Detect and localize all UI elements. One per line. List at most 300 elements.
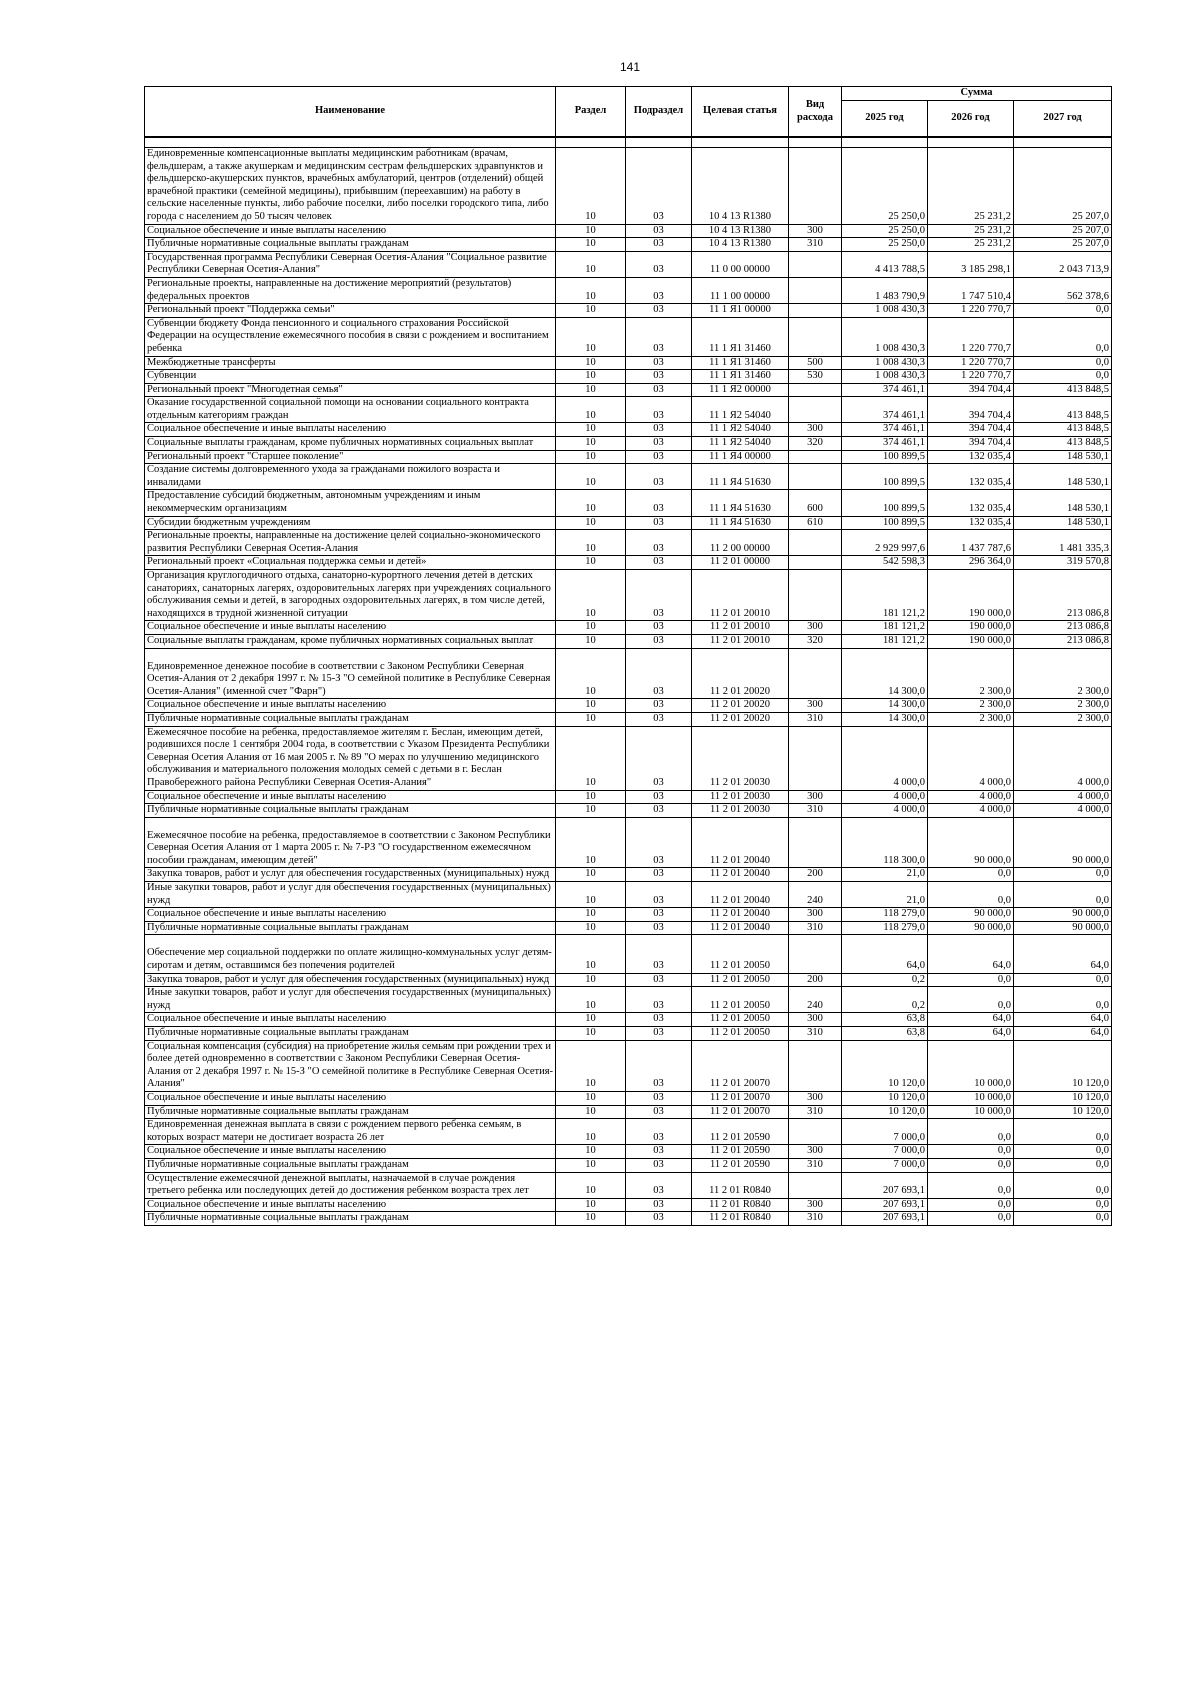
- row-razdel: 10: [556, 1091, 626, 1105]
- table-row: [145, 224, 1112, 238]
- row-target-article: 11 2 01 20010: [692, 621, 789, 635]
- row-amount-2026: 394 704,4: [928, 423, 1014, 437]
- row-target-article: 11 2 01 20050: [692, 935, 789, 973]
- row-amount-2026: 0,0: [928, 868, 1014, 882]
- header-name: Наименование: [145, 87, 556, 138]
- row-podrazdel: 03: [626, 277, 692, 303]
- row-target-article: 11 2 01 20040: [692, 868, 789, 882]
- header-spacer-row: [145, 137, 1112, 148]
- row-expense-type: [789, 1172, 842, 1198]
- table-row: [145, 516, 1112, 530]
- row-name: Региональный проект "Поддержка семьи": [145, 304, 556, 318]
- row-target-article: 11 2 01 20030: [692, 726, 789, 790]
- row-podrazdel: 03: [626, 356, 692, 370]
- header-razdel: Раздел: [556, 87, 626, 138]
- row-name: Публичные нормативные социальные выплаты гражданам: [145, 921, 556, 935]
- row-amount-2027: 25 207,0: [1014, 148, 1112, 225]
- row-amount-2025: 542 598,3: [842, 556, 928, 570]
- spacer-cell: [692, 137, 789, 148]
- row-amount-2025: 14 300,0: [842, 699, 928, 713]
- row-amount-2026: 2 300,0: [928, 712, 1014, 726]
- row-amount-2025: 4 000,0: [842, 804, 928, 818]
- table-row: [145, 1119, 1112, 1145]
- row-podrazdel: 03: [626, 148, 692, 225]
- row-podrazdel: 03: [626, 1119, 692, 1145]
- row-amount-2027: 562 378,6: [1014, 277, 1112, 303]
- row-amount-2025: 14 300,0: [842, 712, 928, 726]
- row-amount-2025: 374 461,1: [842, 383, 928, 397]
- row-podrazdel: 03: [626, 726, 692, 790]
- row-name: Публичные нормативные социальные выплаты гражданам: [145, 804, 556, 818]
- spacer-cell: [556, 137, 626, 148]
- row-expense-type: 310: [789, 1212, 842, 1226]
- row-name: Предоставление субсидий бюджетным, автономным учреждениям и иным некоммерческим организациям: [145, 490, 556, 516]
- row-amount-2026: 394 704,4: [928, 383, 1014, 397]
- row-amount-2025: 1 008 430,3: [842, 317, 928, 356]
- row-amount-2027: 10 120,0: [1014, 1091, 1112, 1105]
- row-razdel: 10: [556, 817, 626, 868]
- row-podrazdel: 03: [626, 383, 692, 397]
- row-amount-2027: 0,0: [1014, 1158, 1112, 1172]
- table-row: [145, 450, 1112, 464]
- row-expense-type: 310: [789, 712, 842, 726]
- row-amount-2027: 0,0: [1014, 868, 1112, 882]
- table-row: [145, 383, 1112, 397]
- row-amount-2025: 181 121,2: [842, 621, 928, 635]
- row-podrazdel: 03: [626, 516, 692, 530]
- row-target-article: 11 2 01 20590: [692, 1158, 789, 1172]
- row-amount-2027: 2 043 713,9: [1014, 251, 1112, 277]
- row-expense-type: 300: [789, 621, 842, 635]
- row-target-article: 11 1 Я4 51630: [692, 490, 789, 516]
- row-podrazdel: 03: [626, 397, 692, 423]
- row-razdel: 10: [556, 356, 626, 370]
- row-amount-2027: 4 000,0: [1014, 726, 1112, 790]
- row-target-article: 11 2 01 00000: [692, 556, 789, 570]
- row-razdel: 10: [556, 1145, 626, 1159]
- row-name: Субсидии бюджетным учреждениям: [145, 516, 556, 530]
- row-expense-type: [789, 726, 842, 790]
- row-target-article: 11 2 01 20040: [692, 921, 789, 935]
- row-expense-type: 300: [789, 1091, 842, 1105]
- row-amount-2027: 413 848,5: [1014, 437, 1112, 451]
- row-target-article: 11 2 01 20070: [692, 1040, 789, 1091]
- row-target-article: 11 1 Я2 54040: [692, 397, 789, 423]
- row-target-article: 10 4 13 R1380: [692, 148, 789, 225]
- row-podrazdel: 03: [626, 1198, 692, 1212]
- row-expense-type: [789, 570, 842, 621]
- row-podrazdel: 03: [626, 423, 692, 437]
- row-amount-2025: 10 120,0: [842, 1040, 928, 1091]
- row-razdel: 10: [556, 370, 626, 384]
- row-name: Создание системы долговременного ухода за гражданами пожилого возраста и инвалидами: [145, 464, 556, 490]
- row-amount-2027: 0,0: [1014, 317, 1112, 356]
- row-amount-2026: 10 000,0: [928, 1091, 1014, 1105]
- row-amount-2025: 4 000,0: [842, 790, 928, 804]
- page-number: 141: [619, 60, 641, 74]
- row-podrazdel: 03: [626, 1040, 692, 1091]
- table-row: [145, 490, 1112, 516]
- row-expense-type: 300: [789, 1013, 842, 1027]
- row-razdel: 10: [556, 908, 626, 922]
- row-target-article: 11 2 01 20050: [692, 1027, 789, 1041]
- row-amount-2026: 0,0: [928, 1158, 1014, 1172]
- row-name: Социальное обеспечение и иные выплаты населению: [145, 699, 556, 713]
- row-podrazdel: 03: [626, 1105, 692, 1119]
- row-razdel: 10: [556, 1172, 626, 1198]
- row-amount-2025: 25 250,0: [842, 224, 928, 238]
- spacer-cell: [928, 137, 1014, 148]
- row-amount-2025: 63,8: [842, 1027, 928, 1041]
- row-expense-type: 610: [789, 516, 842, 530]
- row-podrazdel: 03: [626, 973, 692, 987]
- row-target-article: 11 2 01 20040: [692, 817, 789, 868]
- row-razdel: 10: [556, 1027, 626, 1041]
- row-amount-2027: 213 086,8: [1014, 634, 1112, 648]
- table-row: [145, 304, 1112, 318]
- row-amount-2025: 1 483 790,9: [842, 277, 928, 303]
- row-amount-2027: 2 300,0: [1014, 648, 1112, 699]
- table-row: [145, 712, 1112, 726]
- table-row: [145, 1013, 1112, 1027]
- row-expense-type: [789, 817, 842, 868]
- row-expense-type: 200: [789, 868, 842, 882]
- spacer-cell: [842, 137, 928, 148]
- row-razdel: 10: [556, 790, 626, 804]
- row-razdel: 10: [556, 1040, 626, 1091]
- row-expense-type: 600: [789, 490, 842, 516]
- header-vid: Вид расхода: [789, 87, 842, 138]
- row-amount-2027: 1 481 335,3: [1014, 530, 1112, 556]
- row-amount-2026: 0,0: [928, 882, 1014, 908]
- row-expense-type: 300: [789, 1145, 842, 1159]
- row-razdel: 10: [556, 516, 626, 530]
- row-expense-type: 500: [789, 356, 842, 370]
- row-podrazdel: 03: [626, 1158, 692, 1172]
- row-target-article: 11 2 01 20010: [692, 570, 789, 621]
- row-amount-2025: 4 000,0: [842, 726, 928, 790]
- row-amount-2026: 1 220 770,7: [928, 370, 1014, 384]
- row-target-article: 11 2 01 20590: [692, 1145, 789, 1159]
- row-amount-2026: 132 035,4: [928, 450, 1014, 464]
- row-amount-2025: 374 461,1: [842, 437, 928, 451]
- row-amount-2025: 4 413 788,5: [842, 251, 928, 277]
- row-expense-type: 300: [789, 699, 842, 713]
- row-amount-2025: 207 693,1: [842, 1212, 928, 1226]
- row-expense-type: 300: [789, 224, 842, 238]
- row-amount-2026: 4 000,0: [928, 726, 1014, 790]
- row-name: Государственная программа Республики Северная Осетия-Алания "Социальное развитие Республики Северная Осетия-Алания": [145, 251, 556, 277]
- row-amount-2025: 25 250,0: [842, 238, 928, 252]
- row-podrazdel: 03: [626, 317, 692, 356]
- row-amount-2026: 4 000,0: [928, 790, 1014, 804]
- row-amount-2026: 1 747 510,4: [928, 277, 1014, 303]
- spacer-cell: [1014, 137, 1112, 148]
- row-name: Оказание государственной социальной помощи на основании социального контракта отдельным категориям граждан: [145, 397, 556, 423]
- row-expense-type: 300: [789, 790, 842, 804]
- table-row: [145, 1198, 1112, 1212]
- row-amount-2025: 100 899,5: [842, 490, 928, 516]
- table-row: [145, 317, 1112, 356]
- table-row: [145, 868, 1112, 882]
- row-target-article: 11 2 01 20020: [692, 648, 789, 699]
- row-podrazdel: 03: [626, 1145, 692, 1159]
- table-row: [145, 423, 1112, 437]
- row-expense-type: 240: [789, 882, 842, 908]
- row-name: Социальное обеспечение и иные выплаты населению: [145, 1091, 556, 1105]
- table-row: [145, 1027, 1112, 1041]
- row-amount-2027: 90 000,0: [1014, 817, 1112, 868]
- row-amount-2026: 1 220 770,7: [928, 317, 1014, 356]
- row-amount-2026: 90 000,0: [928, 921, 1014, 935]
- row-name: Региональные проекты, направленные на достижение целей социально-экономического развития Республики Северная Осетия-Алания: [145, 530, 556, 556]
- row-expense-type: 310: [789, 921, 842, 935]
- table-row: [145, 817, 1112, 868]
- row-amount-2027: 0,0: [1014, 1119, 1112, 1145]
- row-podrazdel: 03: [626, 804, 692, 818]
- row-expense-type: [789, 648, 842, 699]
- row-razdel: 10: [556, 317, 626, 356]
- row-name: Публичные нормативные социальные выплаты гражданам: [145, 238, 556, 252]
- row-name: Иные закупки товаров, работ и услуг для обеспечения государственных (муниципальных) нужд: [145, 882, 556, 908]
- row-expense-type: [789, 277, 842, 303]
- row-amount-2025: 64,0: [842, 935, 928, 973]
- row-amount-2026: 0,0: [928, 1212, 1014, 1226]
- row-amount-2026: 190 000,0: [928, 570, 1014, 621]
- row-target-article: 11 1 Я2 00000: [692, 383, 789, 397]
- table-row: [145, 621, 1112, 635]
- table-row: [145, 238, 1112, 252]
- row-podrazdel: 03: [626, 251, 692, 277]
- row-expense-type: [789, 148, 842, 225]
- row-amount-2026: 90 000,0: [928, 817, 1014, 868]
- row-amount-2026: 2 300,0: [928, 648, 1014, 699]
- row-podrazdel: 03: [626, 935, 692, 973]
- row-amount-2025: 21,0: [842, 868, 928, 882]
- row-expense-type: [789, 450, 842, 464]
- table-row: [145, 1105, 1112, 1119]
- row-amount-2026: 2 300,0: [928, 699, 1014, 713]
- row-expense-type: [789, 397, 842, 423]
- row-podrazdel: 03: [626, 437, 692, 451]
- spacer-cell: [626, 137, 692, 148]
- row-name: Социальная компенсация (субсидия) на приобретение жилья семьям при рождении трех и более детей одновременно в соответствии с Законом Республики Северная Осетия-Алания от 2 декабря 1997 г. № 15-З "О семейной политике в Республике Северная Осетия-Алания": [145, 1040, 556, 1091]
- row-podrazdel: 03: [626, 987, 692, 1013]
- row-name: Социальное обеспечение и иные выплаты населению: [145, 790, 556, 804]
- row-razdel: 10: [556, 224, 626, 238]
- header-2026: 2026 год: [928, 101, 1014, 138]
- row-name: Социальное обеспечение и иные выплаты населению: [145, 224, 556, 238]
- row-podrazdel: 03: [626, 868, 692, 882]
- row-name: Субвенции: [145, 370, 556, 384]
- row-target-article: 11 0 00 00000: [692, 251, 789, 277]
- row-target-article: 11 1 Я1 31460: [692, 370, 789, 384]
- row-podrazdel: 03: [626, 908, 692, 922]
- row-target-article: 11 2 01 20010: [692, 634, 789, 648]
- row-amount-2025: 21,0: [842, 882, 928, 908]
- row-name: Социальное обеспечение и иные выплаты населению: [145, 1145, 556, 1159]
- row-name: Субвенции бюджету Фонда пенсионного и социального страхования Российской Федерации на осуществление ежемесячного пособия в связи с рождением и воспитанием ребенка: [145, 317, 556, 356]
- row-podrazdel: 03: [626, 699, 692, 713]
- table-row: [145, 464, 1112, 490]
- row-podrazdel: 03: [626, 370, 692, 384]
- row-amount-2027: 64,0: [1014, 1013, 1112, 1027]
- row-podrazdel: 03: [626, 450, 692, 464]
- row-amount-2026: 1 437 787,6: [928, 530, 1014, 556]
- table-row: [145, 921, 1112, 935]
- row-target-article: 11 1 Я1 31460: [692, 356, 789, 370]
- row-amount-2025: 14 300,0: [842, 648, 928, 699]
- row-amount-2027: 148 530,1: [1014, 490, 1112, 516]
- spacer-cell: [145, 137, 556, 148]
- row-name: Организация круглогодичного отдыха, санаторно-курортного лечения детей в детских санаториях, санаторных лагерях, оздоровительных лагерях при учреждениях социального обслуживания семьи и детей, в загородных оздоровительных лагерях, в том числе детей, находящихся в трудной жизненной ситуации: [145, 570, 556, 621]
- row-amount-2026: 25 231,2: [928, 238, 1014, 252]
- row-amount-2027: 213 086,8: [1014, 570, 1112, 621]
- row-amount-2026: 394 704,4: [928, 437, 1014, 451]
- header-target: Целевая статья: [692, 87, 789, 138]
- row-target-article: 11 2 01 R0840: [692, 1172, 789, 1198]
- row-expense-type: 300: [789, 908, 842, 922]
- row-target-article: 11 2 01 20050: [692, 1013, 789, 1027]
- row-amount-2027: 0,0: [1014, 370, 1112, 384]
- row-name: Социальное обеспечение и иные выплаты населению: [145, 908, 556, 922]
- row-target-article: 10 4 13 R1380: [692, 224, 789, 238]
- table-header: [145, 87, 1112, 138]
- table-row: [145, 726, 1112, 790]
- row-amount-2026: 64,0: [928, 1027, 1014, 1041]
- row-amount-2026: 10 000,0: [928, 1040, 1014, 1091]
- row-expense-type: [789, 556, 842, 570]
- row-podrazdel: 03: [626, 556, 692, 570]
- row-razdel: 10: [556, 464, 626, 490]
- row-target-article: 11 2 01 20020: [692, 712, 789, 726]
- row-podrazdel: 03: [626, 882, 692, 908]
- row-amount-2027: 148 530,1: [1014, 464, 1112, 490]
- row-razdel: 10: [556, 490, 626, 516]
- row-amount-2026: 132 035,4: [928, 490, 1014, 516]
- table-row: [145, 634, 1112, 648]
- row-amount-2027: 0,0: [1014, 1212, 1112, 1226]
- row-podrazdel: 03: [626, 530, 692, 556]
- row-podrazdel: 03: [626, 1212, 692, 1226]
- row-podrazdel: 03: [626, 712, 692, 726]
- row-target-article: 11 2 01 R0840: [692, 1212, 789, 1226]
- row-razdel: 10: [556, 648, 626, 699]
- row-expense-type: 310: [789, 238, 842, 252]
- row-podrazdel: 03: [626, 490, 692, 516]
- header-sum: Сумма: [842, 87, 1112, 101]
- row-expense-type: 200: [789, 973, 842, 987]
- row-amount-2025: 7 000,0: [842, 1158, 928, 1172]
- row-amount-2025: 100 899,5: [842, 464, 928, 490]
- row-amount-2026: 296 364,0: [928, 556, 1014, 570]
- row-amount-2027: 0,0: [1014, 882, 1112, 908]
- row-target-article: 11 2 01 20590: [692, 1119, 789, 1145]
- row-razdel: 10: [556, 437, 626, 451]
- row-amount-2025: 207 693,1: [842, 1172, 928, 1198]
- row-amount-2025: 2 929 997,6: [842, 530, 928, 556]
- row-target-article: 11 2 01 20070: [692, 1105, 789, 1119]
- row-razdel: 10: [556, 423, 626, 437]
- row-amount-2027: 64,0: [1014, 935, 1112, 973]
- row-target-article: 11 1 Я2 54040: [692, 423, 789, 437]
- row-name: Социальное обеспечение и иные выплаты населению: [145, 423, 556, 437]
- row-razdel: 10: [556, 726, 626, 790]
- row-razdel: 10: [556, 1105, 626, 1119]
- row-razdel: 10: [556, 304, 626, 318]
- row-amount-2027: 413 848,5: [1014, 383, 1112, 397]
- row-amount-2025: 374 461,1: [842, 397, 928, 423]
- row-razdel: 10: [556, 530, 626, 556]
- row-razdel: 10: [556, 882, 626, 908]
- row-razdel: 10: [556, 804, 626, 818]
- row-amount-2026: 0,0: [928, 973, 1014, 987]
- row-amount-2027: 0,0: [1014, 987, 1112, 1013]
- row-name: Социальное обеспечение и иные выплаты населению: [145, 621, 556, 635]
- row-amount-2027: 64,0: [1014, 1027, 1112, 1041]
- row-name: Единовременная денежная выплата в связи с рождением первого ребенка семьям, в которых возраст матери не достигает возраста 26 лет: [145, 1119, 556, 1145]
- row-amount-2026: 90 000,0: [928, 908, 1014, 922]
- table-row: [145, 530, 1112, 556]
- row-amount-2026: 0,0: [928, 1145, 1014, 1159]
- row-amount-2025: 207 693,1: [842, 1198, 928, 1212]
- row-amount-2027: 0,0: [1014, 1145, 1112, 1159]
- table-row: [145, 356, 1112, 370]
- header-podrazdel: Подраздел: [626, 87, 692, 138]
- row-podrazdel: 03: [626, 464, 692, 490]
- row-razdel: 10: [556, 1119, 626, 1145]
- row-podrazdel: 03: [626, 238, 692, 252]
- row-name: Региональный проект "Многодетная семья": [145, 383, 556, 397]
- table-row: [145, 790, 1112, 804]
- table-row: [145, 882, 1112, 908]
- table-row: [145, 570, 1112, 621]
- row-name: Межбюджетные трансферты: [145, 356, 556, 370]
- row-amount-2027: 213 086,8: [1014, 621, 1112, 635]
- row-target-article: 11 2 00 00000: [692, 530, 789, 556]
- row-razdel: 10: [556, 277, 626, 303]
- table-row: [145, 1145, 1112, 1159]
- row-amount-2025: 7 000,0: [842, 1119, 928, 1145]
- table-row: [145, 648, 1112, 699]
- table-row: [145, 973, 1112, 987]
- row-target-article: 11 2 01 20030: [692, 804, 789, 818]
- row-razdel: 10: [556, 1212, 626, 1226]
- row-name: Обеспечение мер социальной поддержки по оплате жилищно-коммунальных услуг детям-сиротам и детям, оставшимся без попечения родителей: [145, 935, 556, 973]
- row-amount-2026: 190 000,0: [928, 621, 1014, 635]
- row-name: Единовременное денежное пособие в соответствии с Законом Республики Северная Осетия-Алания от 2 декабря 1997 г. № 15-З "О семейной политике в Республике Северная Осетия-Алания" (именной счет "Фарн"): [145, 648, 556, 699]
- row-expense-type: 300: [789, 423, 842, 437]
- row-name: Региональные проекты, направленные на достижение мероприятий (результатов) федеральных проектов: [145, 277, 556, 303]
- row-target-article: 11 1 00 00000: [692, 277, 789, 303]
- row-amount-2025: 374 461,1: [842, 423, 928, 437]
- row-name: Региональный проект «Социальная поддержка семьи и детей»: [145, 556, 556, 570]
- row-razdel: 10: [556, 251, 626, 277]
- row-podrazdel: 03: [626, 621, 692, 635]
- row-name: Публичные нормативные социальные выплаты гражданам: [145, 1027, 556, 1041]
- row-amount-2027: 2 300,0: [1014, 699, 1112, 713]
- row-amount-2025: 100 899,5: [842, 516, 928, 530]
- row-expense-type: [789, 251, 842, 277]
- table-row: [145, 1040, 1112, 1091]
- table-row: [145, 987, 1112, 1013]
- row-target-article: 11 2 01 20050: [692, 987, 789, 1013]
- row-name: Публичные нормативные социальные выплаты гражданам: [145, 712, 556, 726]
- row-podrazdel: 03: [626, 817, 692, 868]
- row-amount-2025: 118 300,0: [842, 817, 928, 868]
- row-amount-2027: 0,0: [1014, 356, 1112, 370]
- row-amount-2027: 148 530,1: [1014, 516, 1112, 530]
